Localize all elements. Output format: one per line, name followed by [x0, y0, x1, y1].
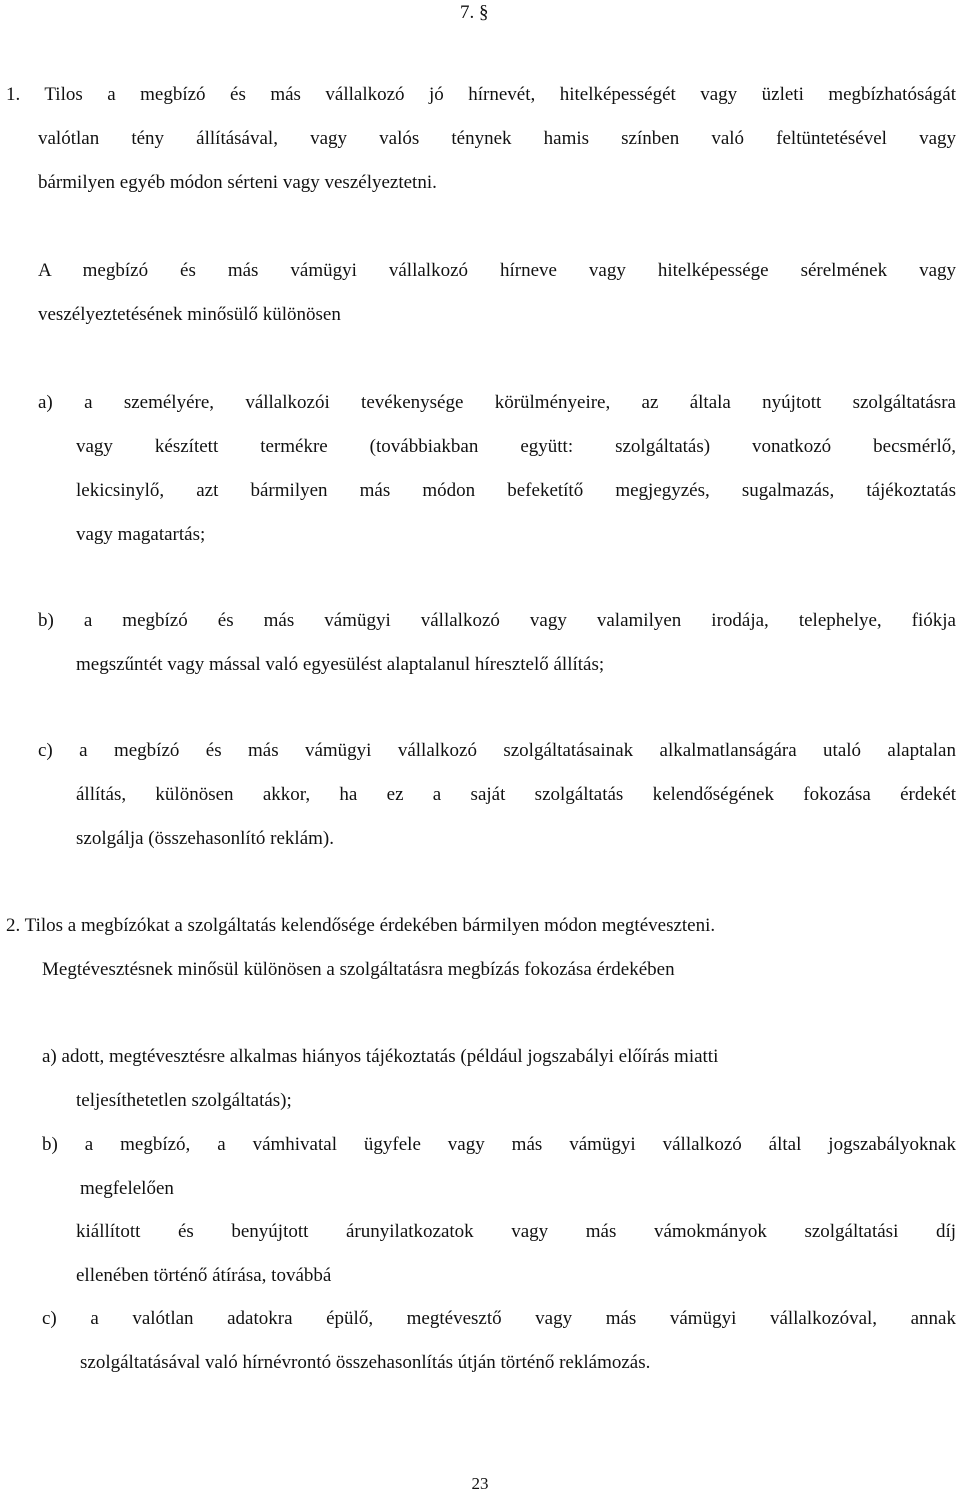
- list-item-line: állítás, különösen akkor, ha ez a saját szolgáltatás kelendőségének fokozása érdekét: [76, 784, 956, 805]
- paragraph-1-line: 1. Tilos a megbízó és más vállalkozó jó hírnevét, hitelképességét vagy üzleti megbízhatóságát: [6, 84, 956, 105]
- intro-line: A megbízó és más vámügyi vállalkozó hírneve vagy hitelképessége sérelmének vagy: [38, 260, 956, 281]
- list-item-line: c) a valótlan adatokra épülő, megtévesztő vagy más vámügyi vállalkozóval, annak: [42, 1308, 956, 1329]
- list-item-line: megszűntét vagy mással való egyesülést alaptalanul híresztelő állítás;: [76, 654, 605, 675]
- list-item-line: szolgáltatásával való hírnévrontó összehasonlítás útján történő reklámozás.: [80, 1352, 651, 1373]
- intro-line: veszélyeztetésének minősülő különösen: [38, 304, 341, 325]
- list-item-line: b) a megbízó, a vámhivatal ügyfele vagy más vámügyi vállalkozó által jogszabályoknak: [42, 1134, 956, 1155]
- paragraph-1-line: bármilyen egyéb módon sérteni vagy veszélyeztetni.: [38, 172, 437, 193]
- list-item-line: vagy magatartás;: [76, 524, 206, 545]
- paragraph-2-line: 2. Tilos a megbízókat a szolgáltatás kelendősége érdekében bármilyen módon megtéveszteni.: [6, 915, 716, 936]
- list-item-line: szolgálja (összehasonlító reklám).: [76, 828, 335, 849]
- list-item-line: teljesíthetetlen szolgáltatás);: [76, 1090, 292, 1111]
- section-number: 7. §: [460, 2, 489, 23]
- list-item-line: kiállított és benyújtott árunyilatkozatok vagy más vámokmányok szolgáltatási díj: [76, 1221, 956, 1242]
- paragraph-1-line: valótlan tény állításával, vagy valós ténynek hamis színben való feltüntetésével vagy: [38, 128, 956, 149]
- list-item-line: a) a személyére, vállalkozói tevékenysége körülményeire, az általa nyújtott szolgáltatásra: [38, 392, 956, 413]
- list-item-line: b) a megbízó és más vámügyi vállalkozó vagy valamilyen irodája, telephelye, fiókja: [38, 610, 956, 631]
- list-item-line: ellenében történő átírása, továbbá: [76, 1265, 332, 1286]
- list-item-line: lekicsinylő, azt bármilyen más módon befeketítő megjegyzés, sugalmazás, tájékoztatás: [76, 480, 956, 501]
- list-item-line: c) a megbízó és más vámügyi vállalkozó szolgáltatásainak alkalmatlanságára utaló alaptalan: [38, 740, 956, 761]
- list-item-line: a) adott, megtévesztésre alkalmas hiányos tájékoztatás (például jogszabályi előírás miatti: [42, 1046, 719, 1067]
- list-item-line: vagy készített termékre (továbbiakban együtt: szolgáltatás) vonatkozó becsmérlő,: [76, 436, 956, 457]
- page-number: 23: [471, 1474, 489, 1493]
- paragraph-2-line: Megtévesztésnek minősül különösen a szolgáltatásra megbízás fokozása érdekében: [42, 959, 675, 980]
- list-item-line: megfelelően: [80, 1178, 174, 1199]
